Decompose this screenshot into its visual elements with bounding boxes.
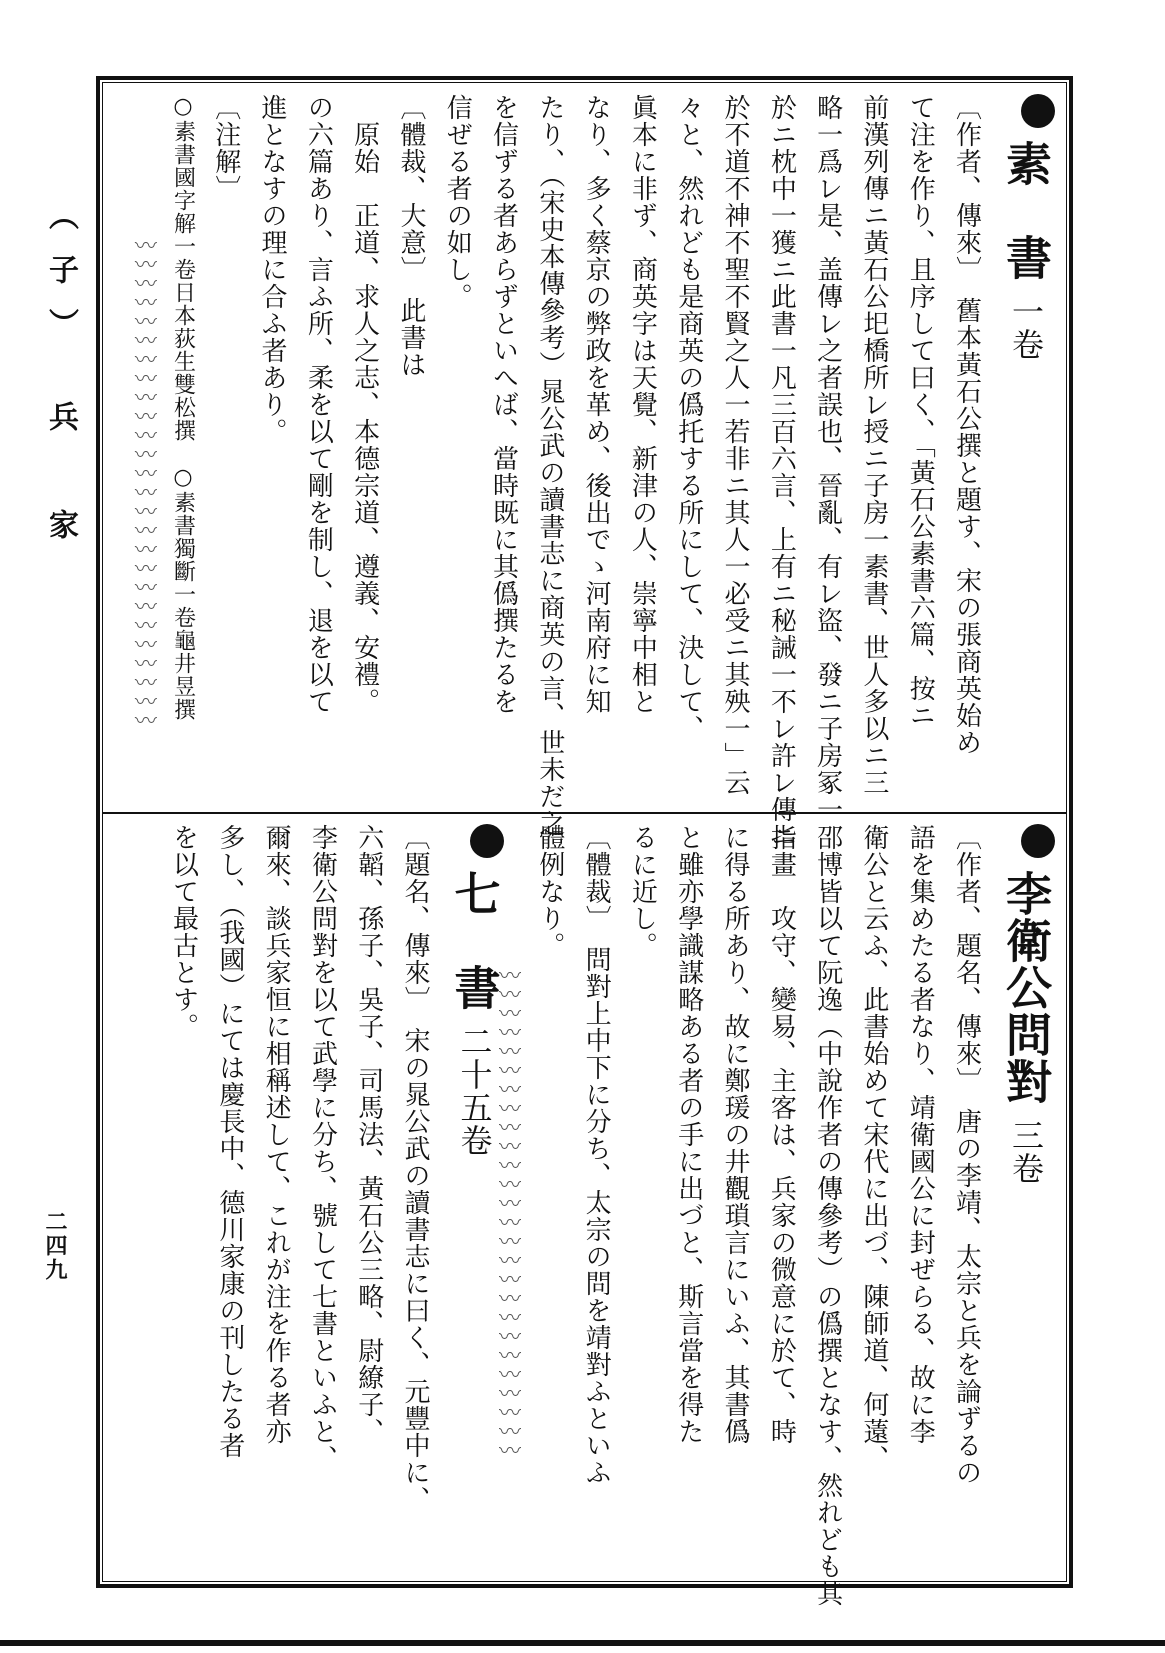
text-line: に得る所あり、故に鄭瑗の井觀瑣言にいふ、其書僞 <box>720 824 751 1445</box>
text-line: るに近し。 <box>627 824 658 959</box>
text-line: 信ぜる者の如し。 <box>442 94 473 310</box>
sushu-title <box>997 94 1056 802</box>
text-line: と雖亦學識謀略ある者の手に出づと、斯言當を得た <box>673 824 704 1445</box>
text-line: ○素書國字解一卷日本荻生雙松撰 ○素書獨斷一卷龜井昱撰 <box>170 94 196 721</box>
text-line: 於不道不神不聖不賢之人一若非ニ其人一必受ニ其殃一」云 <box>720 94 751 796</box>
text-line: 爾來、談兵家恒に相稱述して、これが注を作る者亦 <box>261 824 292 1445</box>
wavy-divider: 〰〰〰〰〰〰〰〰〰〰〰〰〰〰〰〰〰〰〰〰〰〰〰〰〰〰 <box>495 964 521 1458</box>
section-heading: 〔體裁、大意〕 此書は <box>395 94 426 378</box>
text-line: 前漢列傳ニ黃石公圯橋所レ授ニ子房一素書、世人多以ニ三 <box>858 94 889 796</box>
wavy-divider: 〰〰〰〰〰〰〰〰〰〰〰〰〰〰〰〰〰〰〰〰〰〰〰〰〰〰 <box>131 234 157 728</box>
liwei-volumes: 三卷 <box>1007 1119 1045 1185</box>
section-heading: 〔注解〕 <box>210 94 241 202</box>
section-divider <box>102 812 1067 814</box>
text-line: の六篇あり、言ふ所、柔を以て剛を制し、退を以て <box>303 94 334 715</box>
text-line: 〔體裁〕 問對上中下に分ち、太宗の問を靖對ふといふ <box>581 824 612 1486</box>
text-line: を信ずる者あらずといへば、當時既に其僞撰たるを <box>488 94 519 715</box>
text-line: 々と、然れども是商英の僞托する所にして、決して、 <box>673 94 704 742</box>
sushu-volumes: 一卷 <box>1007 295 1045 361</box>
running-head: （子） 兵 家 <box>43 200 78 563</box>
liwei-title-text: 李衛公問對 <box>999 870 1053 1105</box>
text-line: 〔作者、題名、傳來〕 唐の李靖、太宗と兵を論ずるの <box>951 824 982 1486</box>
text-line: 多し、（我國）にては慶長中、德川家康の刊したる者 <box>214 824 245 1459</box>
page-number: 二四九 <box>42 1210 68 1282</box>
text-line: を以て最古とす。 <box>168 824 199 1040</box>
text-line: 六韜、孫子、吳子、司馬法、黃石公三略、尉繚子、 <box>353 824 384 1445</box>
text-line: 原始 正道、求人之志、本德宗道、遵義、安禮。 <box>349 94 380 715</box>
text-line: なり、多く蔡京の弊政を革め、後出でゝ河南府に知 <box>581 94 612 715</box>
text-line: 進となすの理に合ふ者あり。 <box>257 94 288 445</box>
text-line: 語を集めたる者なり、靖衛國公に封ぜらる、故に李 <box>905 824 936 1445</box>
text-line: 體例なり。 <box>534 824 565 959</box>
bullet-icon <box>470 824 504 858</box>
text-line: 邵博皆以て阮逸（中說作者の傳參考）の僞撰となす、然れども其 <box>812 824 843 1607</box>
text-line: たり、（宋史本傳參考）晁公武の讀書志に商英の言、世未だ之 <box>534 94 565 837</box>
text-line: 李衛公問對を以て武學に分ち、號して七書といふと、 <box>307 824 338 1472</box>
liwei-title <box>997 824 1056 1572</box>
text-line: 指畫 攻守、變易、主客は、兵家の微意に於て、時 <box>766 824 797 1445</box>
section-sushu <box>104 86 1065 850</box>
qishu-volumes: 二十五卷 <box>455 1025 494 1157</box>
text-line: 於ニ枕中一獲ニ此書一凡三百六言、上有ニ秘誡一不レ許レ傳ニ <box>766 94 797 850</box>
bullet-icon <box>1021 824 1055 858</box>
qishu-title-text: 七 書 <box>447 870 502 1011</box>
text-line: 〔作者、傳來〕 舊本黃石公撰と題す、宋の張商英始め <box>951 94 982 756</box>
text-line: て注を作り、且序して曰く、「黃石公素書六篇、按ニ <box>905 94 936 729</box>
bullet-icon <box>1021 94 1055 128</box>
text-line: 眞本に非ず、商英字は天覺、新津の人、崇寧中相と <box>627 94 658 715</box>
text-line: 〔題名、傳來〕 宋の晁公武の讀書志に曰く、元豐中に、 <box>400 824 431 1513</box>
text-line: 略一爲レ是、盖傳レ之者誤也、晉亂、有レ盜、發ニ子房冢一 <box>812 94 843 823</box>
text-line: 衛公と云ふ、此書始めて宋代に出づ、陳師道、何薳、 <box>858 824 889 1472</box>
section-bottom <box>104 816 1065 1607</box>
sushu-title-text: 素 書 <box>999 140 1053 281</box>
page-bottom-rule <box>0 1640 1165 1646</box>
